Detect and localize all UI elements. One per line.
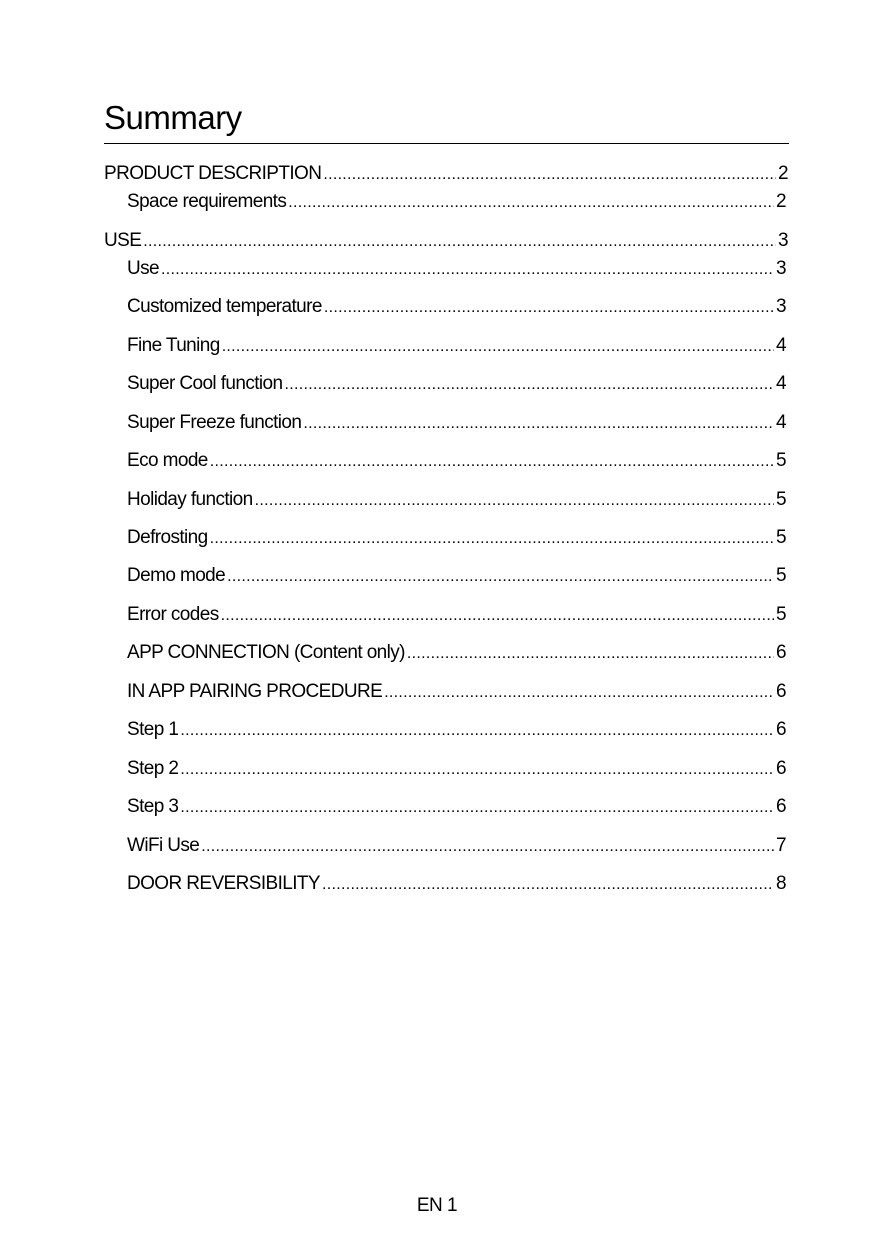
- toc-entry-label: Demo mode: [127, 565, 226, 586]
- toc-entry[interactable]: [127, 872, 786, 896]
- toc-entry[interactable]: [127, 603, 786, 627]
- toc-entry-label: PRODUCT DESCRIPTION: [104, 163, 322, 184]
- toc-entry-page-number: 4: [776, 373, 786, 394]
- toc-entry-label: WiFi Use: [127, 835, 200, 856]
- toc-entry-page-number: 8: [776, 873, 786, 894]
- toc-entry-label: Eco mode: [127, 450, 208, 471]
- toc-entry-page-number: 3: [776, 258, 786, 279]
- toc-dot-leader: [201, 835, 774, 858]
- toc-entry-page-number: 5: [776, 565, 786, 586]
- toc-entry[interactable]: [127, 449, 786, 473]
- toc-dot-leader: [322, 873, 774, 896]
- toc-dot-leader: [180, 758, 774, 781]
- toc-dot-leader: [284, 373, 774, 396]
- toc-dot-leader: [323, 163, 776, 186]
- toc-dot-leader: [221, 604, 774, 627]
- toc-entry-label: Step 3: [127, 796, 179, 817]
- toc-dot-leader: [222, 335, 774, 358]
- document-title: Summary: [104, 99, 242, 136]
- toc-dot-leader: [210, 450, 774, 473]
- toc-entry-page-number: 5: [776, 450, 786, 471]
- toc-entry[interactable]: [127, 526, 786, 550]
- toc-entry[interactable]: [127, 372, 786, 396]
- toc-entry[interactable]: [127, 680, 786, 704]
- toc-entry-label: Step 2: [127, 758, 179, 779]
- toc-entry-page-number: 5: [776, 604, 786, 625]
- toc-entry[interactable]: [127, 334, 786, 358]
- toc-entry-page-number: 3: [778, 230, 788, 251]
- toc-entry-label: Use: [127, 258, 159, 279]
- toc-entry-page-number: 6: [776, 758, 786, 779]
- toc-entry[interactable]: [127, 834, 786, 858]
- toc-entry-page-number: 7: [776, 835, 786, 856]
- toc-entry-label: Super Freeze function: [127, 412, 302, 433]
- toc-entry-label: Space requirements: [127, 191, 287, 212]
- toc-entry-page-number: 6: [776, 642, 786, 663]
- toc-entry-page-number: 3: [776, 296, 786, 317]
- toc-dot-leader: [180, 719, 774, 742]
- toc-entry-page-number: 6: [776, 796, 786, 817]
- toc-entry[interactable]: [127, 488, 786, 512]
- toc-entry-label: Defrosting: [127, 527, 208, 548]
- toc-dot-leader: [161, 258, 774, 281]
- toc-dot-leader: [255, 489, 774, 512]
- toc-entry[interactable]: [104, 162, 788, 186]
- toc-dot-leader: [407, 642, 774, 665]
- toc-entry-label: Step 1: [127, 719, 179, 740]
- toc-entry[interactable]: [127, 257, 786, 281]
- toc-entry-page-number: 4: [776, 335, 786, 356]
- toc-dot-leader: [143, 230, 776, 253]
- toc-dot-leader: [210, 527, 774, 550]
- toc-entry-label: APP CONNECTION (Content only): [127, 642, 405, 663]
- toc-entry[interactable]: [127, 564, 786, 588]
- toc-entry-page-number: 6: [776, 719, 786, 740]
- toc-entry[interactable]: [127, 190, 786, 214]
- page-footer: EN 1: [416, 1195, 458, 1216]
- toc-dot-leader: [384, 681, 774, 704]
- toc-entry-label: Holiday function: [127, 489, 253, 510]
- toc-entry[interactable]: [127, 411, 786, 435]
- toc-entry-page-number: 4: [776, 412, 786, 433]
- toc-entry-page-number: 6: [776, 681, 786, 702]
- toc-entry-page-number: 5: [776, 489, 786, 510]
- toc-entry-page-number: 2: [776, 191, 786, 212]
- toc-dot-leader: [288, 191, 774, 214]
- toc-entry-page-number: 5: [776, 527, 786, 548]
- toc-entry-label: USE: [104, 230, 142, 251]
- toc-entry-label: Super Cool function: [127, 373, 283, 394]
- toc-entry-label: IN APP PAIRING PROCEDURE: [127, 681, 383, 702]
- toc-entry-page-number: 2: [778, 163, 788, 184]
- toc-entry[interactable]: [127, 641, 786, 665]
- toc-dot-leader: [180, 796, 774, 819]
- toc-entry-label: Fine Tuning: [127, 335, 220, 356]
- toc-entry[interactable]: [127, 718, 786, 742]
- toc-entry-label: DOOR REVERSIBILITY: [127, 873, 320, 894]
- toc-entry[interactable]: [104, 229, 788, 253]
- toc-dot-leader: [303, 412, 774, 435]
- toc-entry[interactable]: [127, 757, 786, 781]
- toc-entry-label: Error codes: [127, 604, 219, 625]
- toc-entry[interactable]: [127, 295, 786, 319]
- toc-dot-leader: [324, 296, 774, 319]
- toc-entry-label: Customized temperature: [127, 296, 322, 317]
- toc-dot-leader: [227, 565, 774, 588]
- toc-entry[interactable]: [127, 795, 786, 819]
